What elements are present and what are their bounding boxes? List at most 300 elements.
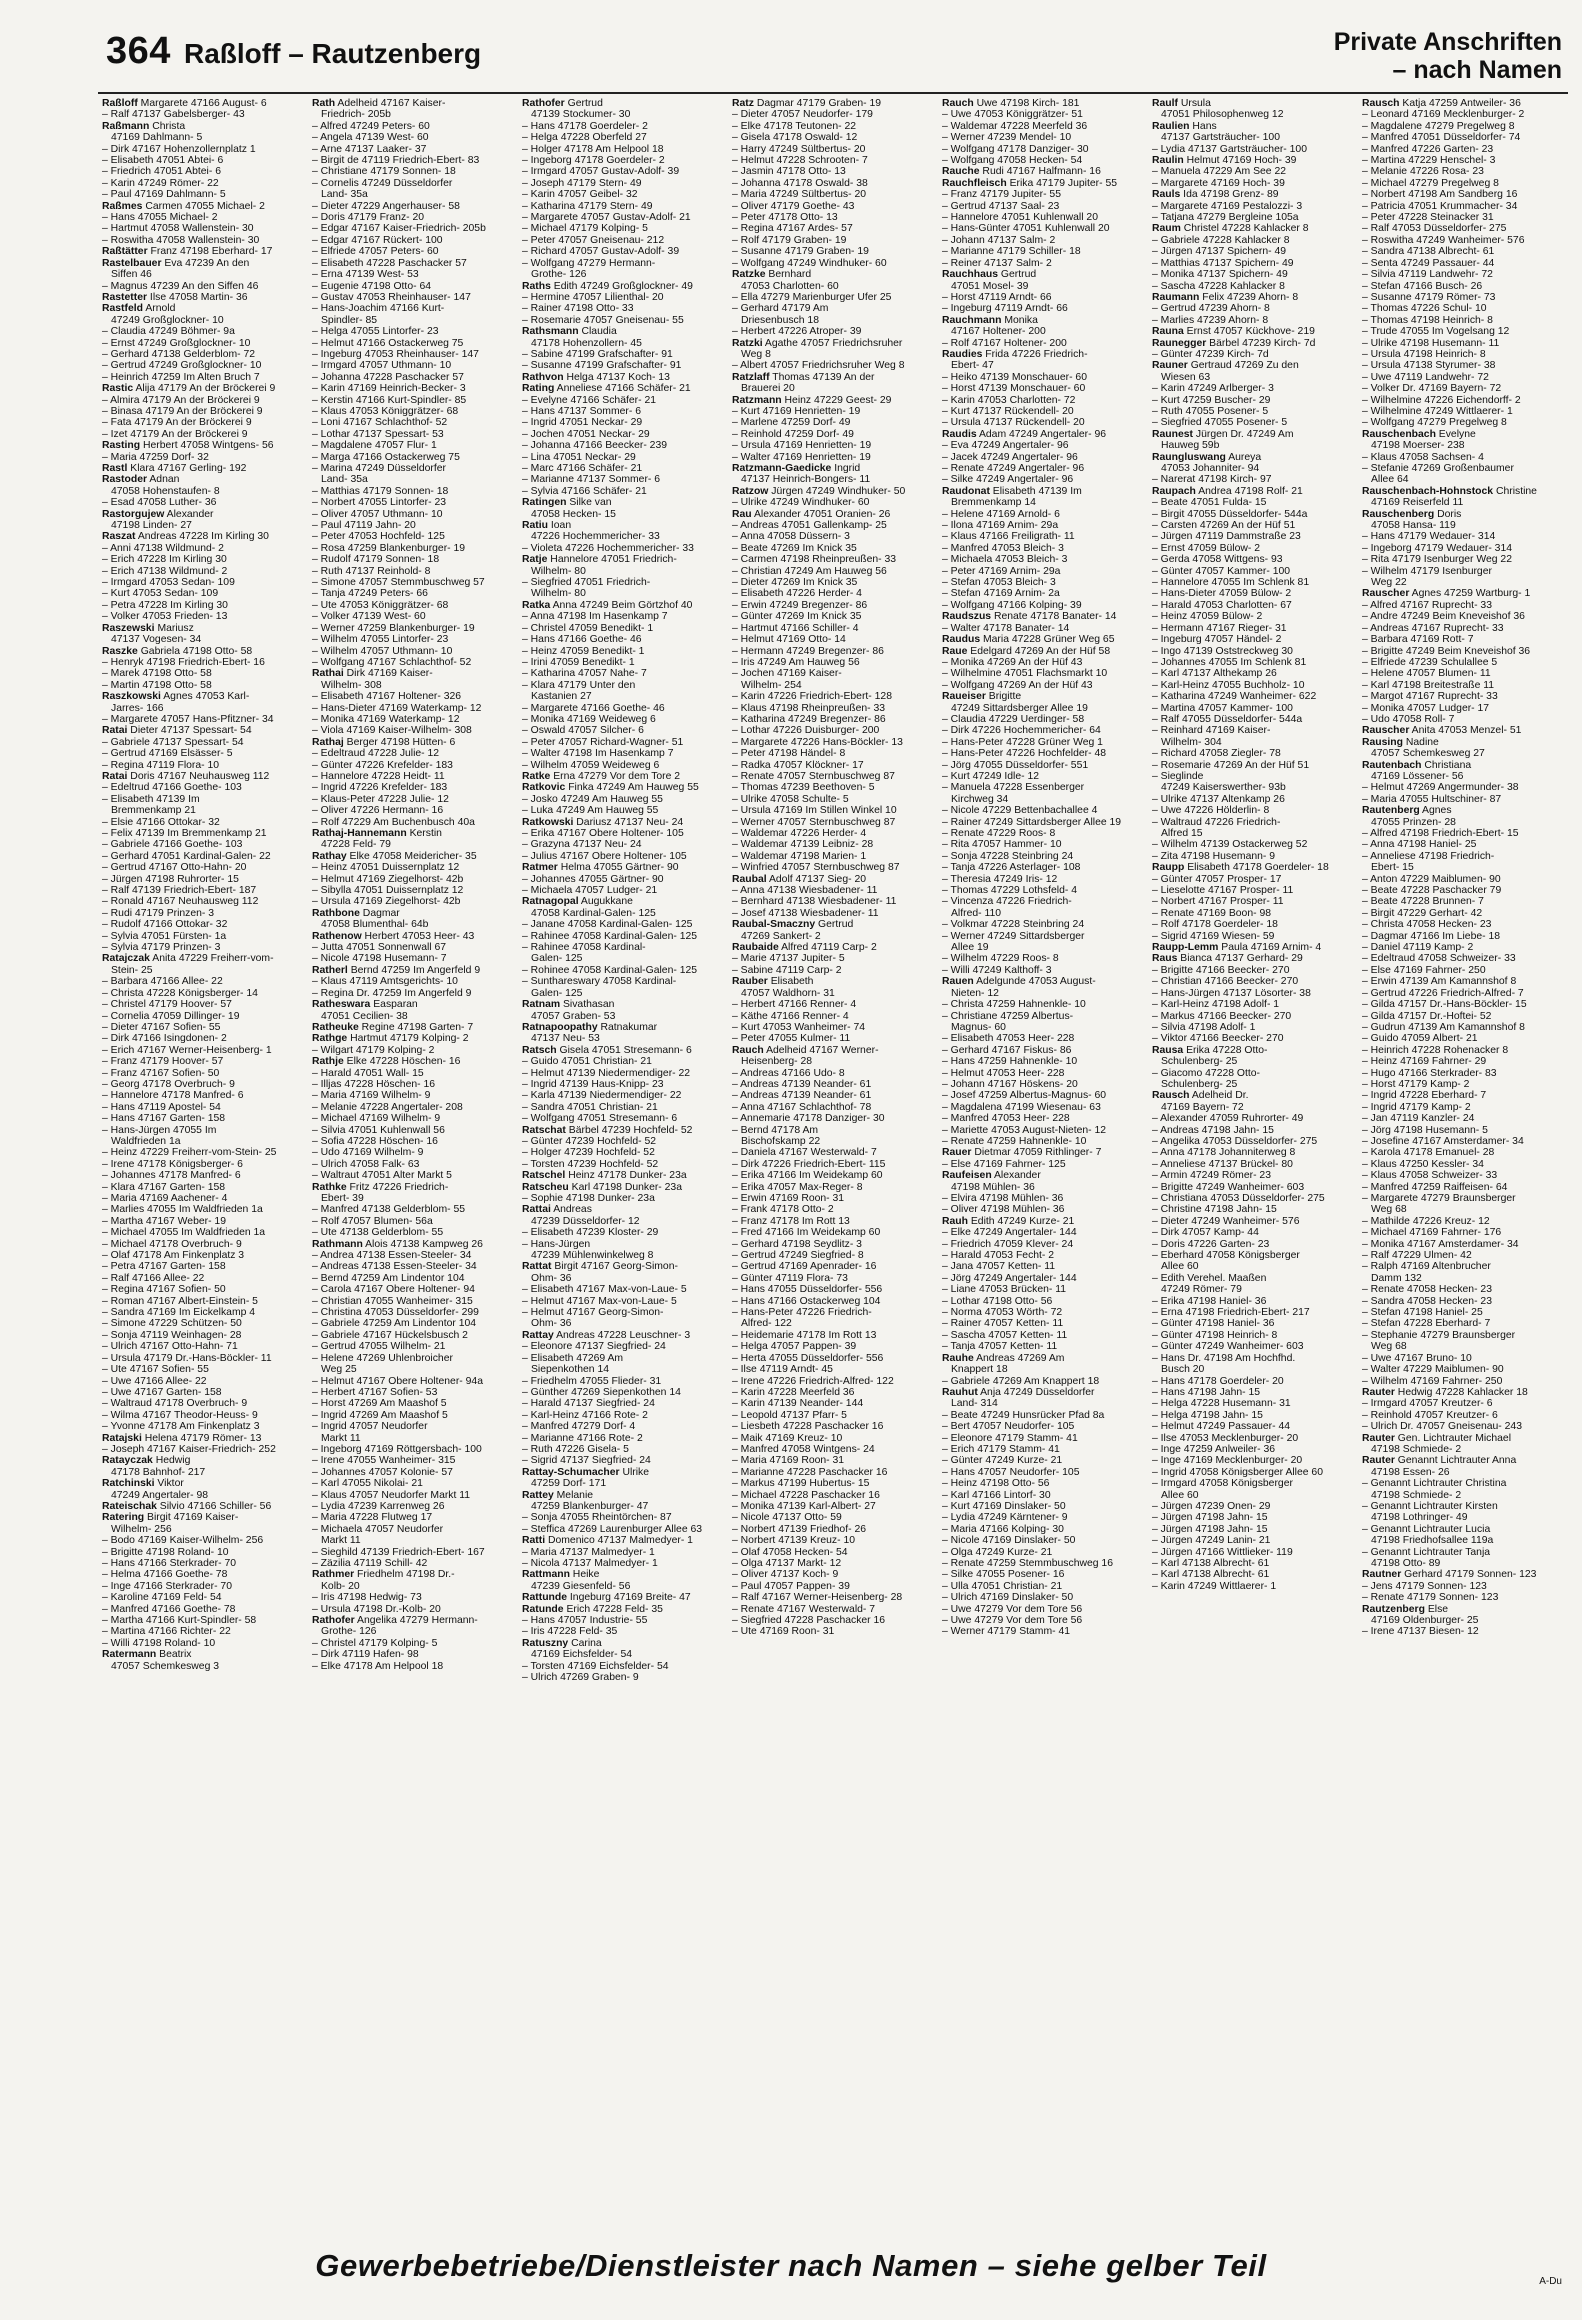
listing-entry: – Norma 47053 Wörth- 72 [942, 1307, 1063, 1319]
listing-entry: 47198 Schmiede- 2 [1371, 1443, 1462, 1455]
listing-entry: – Günter 47269 Im Knick 35 [732, 611, 862, 623]
listing-entry: – Arne 47137 Laaker- 37 [312, 143, 427, 155]
listing-entry: – Carola 47167 Obere Holtener- 94 [312, 1284, 475, 1296]
listing-entry: – Torsten 47169 Eichsfelder- 54 [522, 1660, 669, 1672]
listing-entry: – Doris 47179 Franz- 20 [312, 212, 425, 224]
listing-entry: – Thomas 47229 Lothsfeld- 4 [942, 885, 1077, 897]
name-range: Raßloff – Rautzenberg [184, 38, 482, 69]
listing-entry: – Erwin 47139 Am Kamannshof 8 [1362, 976, 1517, 988]
listing-entry: – Ralf 47229 Ulmen- 42 [1362, 1250, 1472, 1262]
listing-entry: – Josko 47249 Am Hauweg 55 [522, 793, 663, 805]
listing-entry: Wilhelm- 256 [111, 1523, 172, 1535]
listing-entry: Ratai Dieter 47137 Spessart- 54 [102, 725, 252, 737]
listing-entry: Ratuszny Carina [522, 1637, 602, 1649]
listing-entry: Raunest Jürgen Dr. 47249 Am [1152, 428, 1294, 440]
listing-entry: – Karl-Heinz 47055 Buchholz- 10 [1152, 679, 1305, 691]
listing-entry: – Heiko 47139 Monschauer- 60 [942, 371, 1087, 383]
listing-entry: – Margarete 47169 Pestalozzi- 3 [1152, 200, 1303, 212]
listing-entry: Raßmes Carmen 47055 Michael- 2 [102, 200, 265, 212]
listing-entry: – Hermann 47249 Bregenzer- 86 [732, 645, 884, 657]
listing-entry: – Manfred 47138 Gelderblom- 55 [312, 1204, 466, 1216]
listing-entry: Weg 25 [321, 1364, 357, 1376]
listing-entry: – Christel 47179 Kolping- 5 [312, 1637, 438, 1649]
listing-entry: – Nicole 47229 Bettenbachallee 4 [942, 805, 1098, 817]
listing-entry: – Hugo 47166 Sterkrader- 83 [1362, 1067, 1497, 1079]
listing-entry: Ratzke Bernhard [732, 269, 812, 281]
listing-entry: Kastanien 27 [531, 691, 592, 703]
listing-entry: – Wolfgang 47051 Stresemann- 6 [522, 1113, 678, 1125]
listing-entry: – Ralph 47169 Altenbrucher [1362, 1261, 1491, 1273]
listing-entry: – Winfried 47057 Sternbuschweg 87 [732, 862, 900, 874]
listing-entry: – Wilhelm 47169 Fahrner- 250 [1362, 1375, 1503, 1387]
listing-entry: – Brigitte 47249 Wanheimer- 603 [1152, 1181, 1305, 1193]
listing-entry: – Birgit 47229 Gerhart- 42 [1362, 907, 1483, 919]
listing-entry: – Marianne 47137 Sommer- 6 [522, 474, 661, 486]
listing-entry: – Heinz 47059 Benedikt- 1 [522, 645, 645, 657]
listing-entry: Bischofskamp 22 [741, 1135, 821, 1147]
listing-entry: 47051 Cecilien- 38 [321, 1010, 408, 1022]
listing-entry: – Irene 47226 Friedrich-Alfred- 122 [732, 1375, 894, 1387]
listing-entry: – Simone 47057 Stemmbuschweg 57 [312, 577, 485, 589]
listing-entry: – Stefanie 47269 Großenbaumer [1362, 463, 1514, 474]
listing-entry: – Ingrid 47269 Am Maashof 5 [312, 1409, 448, 1421]
listing-entry: – Rolf 47178 Goerdeler- 18 [1152, 919, 1278, 931]
listing-entry: – Harry 47249 Sültbertus- 20 [732, 143, 866, 155]
listing-entry: – Bernhard 47138 Wiesbadener- 11 [732, 896, 897, 908]
listing-entry: – Sonja 47119 Weinhagen- 28 [102, 1329, 242, 1341]
listing-entry: – Gertrud 47249 Großglockner- 10 [102, 360, 262, 372]
listing-entry: – Nicola 47137 Malmedyer- 1 [522, 1558, 658, 1569]
listing-entry: – Horst 47119 Arndt- 66 [942, 291, 1052, 303]
listing-entry: – Hans 47057 Industrie- 55 [522, 1615, 648, 1627]
listing-entry: – Peter 47055 Kulmer- 11 [732, 1033, 851, 1045]
listing-entry: Rasting Herbert 47058 Wintgens- 56 [102, 440, 274, 452]
listing-entry: Raszkowski Agnes 47053 Karl- [102, 691, 250, 703]
listing-entry: Weg 68 [1371, 1341, 1407, 1353]
listing-entry: Ratnam Sivathasan [522, 999, 615, 1011]
listing-entry: – Anna 47198 Haniel- 25 [1362, 839, 1477, 851]
listing-entry: Raudonat Elisabeth 47139 Im [942, 485, 1082, 497]
listing-entry: – Lina 47051 Neckar- 29 [522, 451, 636, 463]
listing-entry: – Inge 47169 Mecklenburger- 20 [1152, 1455, 1303, 1467]
listing-entry: – Josefine 47167 Amsterdamer- 34 [1362, 1135, 1524, 1147]
listing-entry: Nieten- 12 [951, 987, 999, 999]
listing-entry: Raudies Frida 47226 Friedrich- [942, 348, 1088, 360]
listing-entry: Rauh Edith 47249 Kurze- 21 [942, 1215, 1075, 1227]
listing-entry: Rating Anneliese 47166 Schäfer- 21 [522, 383, 691, 395]
listing-entry: – Hartmut 47058 Wallenstein- 30 [102, 223, 254, 235]
listing-entry: Raue Edelgard 47269 An der Hüf 58 [942, 645, 1111, 657]
listing-entry: – Karin 47249 Römer- 22 [102, 177, 219, 189]
listing-entry: Weg 68 [1371, 1204, 1407, 1216]
listing-entry: – Monika 47169 Weideweg 6 [522, 713, 656, 725]
listing-entry: Ratchinski Viktor [102, 1478, 184, 1490]
listing-entry: – Beate 47249 Hunsrücker Pfad 8a [942, 1409, 1105, 1421]
listing-entry: – Sandra 47051 Christian- 21 [522, 1101, 658, 1113]
listing-entry: – Wolfgang 47058 Hecken- 54 [942, 155, 1083, 167]
listing-entry: – Klaus 47198 Rheinpreußen- 33 [732, 702, 886, 714]
listing-entry: – Magnus 47239 An den Siffen 46 [102, 280, 259, 292]
listing-entry: – Fred 47166 Im Weidekamp 60 [732, 1227, 881, 1239]
listing-entry: – Barbara 47169 Rott- 7 [1362, 634, 1474, 646]
listing-entry: Rathsmann Claudia [522, 326, 617, 338]
listing-entry: Ebert- 47 [951, 360, 994, 372]
listing-entry: – Elisabeth 47269 Am [522, 1352, 624, 1364]
listing-entry: – Klaus 47053 Königgrätzer- 68 [312, 405, 459, 417]
listing-entry: – Beate 47051 Fulda- 15 [1152, 497, 1267, 509]
listing-entry: Rauchmann Monika [942, 314, 1038, 326]
listing-entry: 47198 Essen- 26 [1371, 1466, 1450, 1478]
listing-entry: – Susanne 47179 Römer- 73 [1362, 291, 1496, 303]
listing-entry: – Wolfgang 47178 Danziger- 30 [942, 143, 1089, 155]
listing-entry: – Herbert 47166 Renner- 4 [732, 999, 857, 1011]
listing-entry: – Julius 47167 Obere Holtener- 105 [522, 850, 687, 862]
listing-entry: – Karin 47053 Charlotten- 72 [942, 394, 1076, 406]
listing-entry: – Ursula 47169 Henrietten- 19 [732, 440, 872, 452]
listing-entry: – Oliver 47137 Koch- 9 [732, 1569, 839, 1581]
listing-entry: Ratering Birgit 47169 Kaiser- [102, 1512, 239, 1524]
listing-entry: – Ingrid 47179 Kamp- 2 [1362, 1101, 1471, 1113]
listing-entry: – Radka 47057 Klöckner- 17 [732, 759, 864, 771]
listing-entry: – Wolfgang 47279 Hermann- [522, 257, 656, 269]
listing-entry: Rauschenbach-Hohnstock Christine [1362, 485, 1537, 497]
listing-entry: – Marianne 47166 Rote- 2 [522, 1432, 643, 1444]
listing-entry: – Siegfried 47228 Paschacker 16 [732, 1615, 886, 1627]
listing-entry: – Marc 47166 Schäfer- 21 [522, 463, 643, 474]
listing-entry: – Anton 47229 Maiblumen- 90 [1362, 873, 1501, 885]
listing-entry: – Rita 47179 Isenburger Weg 22 [1362, 554, 1512, 566]
listing-entry: – Marianne 47179 Schiller- 18 [942, 246, 1081, 258]
listing-entry: – Hans-Peter 47228 Grüner Weg 1 [942, 736, 1103, 748]
listing-entry: – Udo 47058 Roll- 7 [1362, 713, 1455, 725]
listing-entry: – Gertrud 47055 Wilhelm- 21 [312, 1341, 446, 1353]
listing-entry: – Andreas 47138 Essen-Steeler- 34 [312, 1261, 477, 1273]
listing-entry: – Franz 47179 Jupiter- 55 [942, 189, 1061, 201]
listing-entry: – Viktor 47166 Beecker- 270 [1152, 1033, 1284, 1045]
listing-entry: – Eugenie 47198 Otto- 64 [312, 280, 432, 292]
listing-entry: – Margot 47167 Ruprecht- 33 [1362, 691, 1498, 703]
listing-entry: – Angela 47139 West- 60 [312, 132, 429, 144]
listing-entry: – Dirk 47119 Hafen- 98 [312, 1649, 419, 1661]
listing-entry: – Claudia 47229 Uerdinger- 58 [942, 713, 1085, 725]
listing-entry: Ratunde Erich 47228 Feld- 35 [522, 1603, 663, 1615]
listing-entry: – Hans 47055 Michael- 2 [102, 212, 218, 224]
listing-entry: – Eva 47249 Angertaler- 96 [942, 440, 1069, 452]
listing-entry: – Erich 47167 Werner-Heisenberg- 1 [102, 1044, 272, 1056]
listing-entry: – Sigrid 47137 Siegfried- 24 [522, 1455, 651, 1467]
listing-entry: 47249 Kaiserswerther- 93b [1161, 782, 1286, 794]
listing-entry: – Margarete 47279 Braunsberger [1362, 1193, 1516, 1204]
listing-entry: – Franz 47179 Hoover- 57 [102, 1056, 224, 1068]
listing-entry: 47198 Moerser- 238 [1371, 440, 1465, 452]
listing-entry: – Maria 47169 Aachener- 4 [102, 1193, 228, 1204]
listing-entry: – Margarete 47166 Goethe- 46 [522, 702, 665, 714]
listing-entry: – Irmgard 47058 Königsberger [1152, 1478, 1293, 1490]
listing-entry: – Markus 47166 Beecker- 270 [1152, 1010, 1292, 1022]
listing-entry: – Daniel 47119 Kamp- 2 [1362, 942, 1474, 954]
listing-entry: – Ella 47279 Marienburger Ufer 25 [732, 291, 892, 303]
listing-entry: – Harald 47053 Fecht- 2 [942, 1250, 1055, 1262]
listing-entry: – Hans-Peter 47226 Hochfelder- 48 [942, 748, 1107, 760]
listing-entry: – Uwe 47166 Allee- 22 [102, 1375, 207, 1387]
listing-entry: – Tanja 47057 Ketten- 11 [942, 1341, 1058, 1353]
listing-entry: Rathbone Dagmar [312, 907, 400, 919]
listing-entry: – Werner 47249 Sittardsberger [942, 930, 1085, 942]
listing-entry: – Irini 47059 Benedikt- 1 [522, 656, 635, 668]
listing-entry: – Steffica 47269 Laurenburger Allee 63 [522, 1523, 703, 1535]
listing-entry: – Gertrud 47169 Apenrader- 16 [732, 1261, 877, 1273]
listing-entry: – Ulrich 47167 Otto-Hahn- 71 [102, 1341, 238, 1353]
listing-entry: – Edgar 47167 Kaiser-Friedrich- 205b [312, 223, 486, 235]
listing-entry: Ohm- 36 [531, 1318, 572, 1330]
listing-entry: Rautenbach Christiana [1362, 759, 1472, 771]
listing-entry: – Margarete 47057 Hans-Pfitzner- 34 [102, 713, 274, 725]
listing-entry: – Paul 47169 Dahlmann- 5 [102, 189, 226, 201]
listing-entry: – Helmut 47269 Angermunder- 38 [1362, 782, 1519, 794]
listing-entry: Bremmenkamp 21 [111, 805, 196, 817]
listing-entry: 47239 Mühlenwinkelweg 8 [531, 1250, 654, 1262]
listing-entry: – Bodo 47169 Kaiser-Wilhelm- 256 [102, 1535, 264, 1547]
listing-entry: Grothe- 126 [321, 1626, 377, 1638]
listing-entry: – Martina 47229 Henschel- 3 [1362, 155, 1496, 167]
listing-entry: – Rolf 47179 Graben- 19 [732, 234, 847, 246]
listing-entry: – Sabine 47199 Grafschafter- 91 [522, 348, 673, 360]
listing-entry: – Almira 47179 An der Bröckerei 9 [102, 394, 260, 406]
listing-entry: – Ralf 47137 Gabelsberger- 43 [102, 109, 245, 121]
listing-entry: 47169 Bayern- 72 [1161, 1101, 1244, 1113]
listing-entry: 47198 Friedhofsallee 119a [1371, 1535, 1494, 1547]
listing-entry: – Gisela 47178 Oswald- 12 [732, 132, 858, 144]
listing-entry: – Gerhard 47051 Kardinal-Galen- 22 [102, 850, 271, 862]
listing-entry: – Harald 47053 Charlotten- 67 [1152, 599, 1292, 611]
listing-entry: – Helga 47057 Pappen- 39 [732, 1341, 857, 1353]
listing-entry: – Michael 47055 Im Waldfrieden 1a [102, 1227, 266, 1239]
listing-entry: – Wilhelmine 47249 Wittlaerer- 1 [1362, 405, 1513, 417]
listing-entry: Raueiser Brigitte [942, 691, 1022, 703]
listing-entry: Rauche Rudi 47167 Halfmann- 16 [942, 166, 1101, 178]
listing-entry: 47057 Schemkesweg 3 [111, 1660, 220, 1672]
listing-entry: – Margarete 47169 Hoch- 39 [1152, 177, 1285, 189]
listing-entry: Raubal Adolf 47137 Sieg- 20 [732, 873, 867, 885]
listing-entry: – Renate 47058 Hecken- 23 [1362, 1284, 1492, 1296]
listing-entry: – Hans 47178 Goerdeler- 20 [1152, 1375, 1284, 1387]
listing-entry: – Dieter 47249 Wanheimer- 576 [1152, 1215, 1300, 1227]
listing-entry: – Irene 47137 Biesen- 12 [1362, 1626, 1479, 1638]
listing-entry: – Willi 47249 Kalthoff- 3 [942, 964, 1052, 976]
listing-entry: – Illjas 47228 Höschen- 16 [312, 1078, 436, 1090]
listing-entry: – Erika 47198 Haniel- 36 [1152, 1295, 1267, 1307]
listing-entry: Rausch Katja 47259 Antweiler- 36 [1362, 98, 1521, 109]
listing-entry: – Gertrud 47167 Otto-Hahn- 20 [102, 862, 247, 874]
listing-entry: 47249 Großglockner- 10 [111, 314, 224, 326]
listing-entry: – Angelika 47053 Düsseldorfer- 275 [1152, 1135, 1318, 1147]
listing-entry: – Irmgard 47057 Uthmann- 10 [312, 360, 452, 372]
listing-entry: – Waltraud 47178 Overbruch- 9 [102, 1398, 248, 1410]
listing-entry: – Michael 47169 Fahrner- 176 [1362, 1227, 1502, 1239]
listing-entry: – Waltraud 47226 Friedrich- [1152, 816, 1281, 828]
listing-entry: – Patricia 47051 Krummacher- 34 [1362, 200, 1518, 212]
listing-entry: Rastorgujew Alexander [102, 508, 214, 520]
listing-entry: – Regina 47167 Sofien- 50 [102, 1284, 226, 1296]
listing-entry: – Richard 47058 Ziegler- 78 [1152, 748, 1281, 760]
listing-entry: – Ingrid 47139 Haus-Knipp- 23 [522, 1078, 664, 1090]
listing-entry: – Klaus 47057 Neudorfer Markt 11 [312, 1489, 471, 1501]
listing-entry: – Mariette 47053 August-Nieten- 12 [942, 1124, 1107, 1136]
listing-entry: – Jörg 47198 Husemann- 5 [1362, 1124, 1488, 1136]
listing-entry: – Kurt 47053 Wanheimer- 74 [732, 1021, 866, 1033]
listing-entry: – Jörg 47055 Düsseldorfer- 551 [942, 759, 1089, 771]
listing-entry: Ohm- 36 [531, 1272, 572, 1284]
listing-entry: – Oliver 47198 Mühlen- 36 [942, 1204, 1065, 1216]
listing-entry: – Johannes 47178 Manfred- 6 [102, 1170, 241, 1182]
listing-entry: – Kurt 47249 Idle- 12 [942, 770, 1040, 782]
listing-entry: – Silke 47055 Posener- 16 [942, 1569, 1065, 1581]
listing-entry: – Irmgard 47053 Sedan- 109 [102, 577, 235, 589]
listing-entry: – Ilona 47169 Arnim- 29a [942, 520, 1059, 532]
listing-entry: Friedrich- 205b [321, 109, 391, 121]
listing-entry: – Magdalena 47199 Wiesenau- 63 [942, 1101, 1101, 1113]
listing-entry: Wilhelm- 80 [531, 588, 586, 600]
listing-entry: – Hans-Jürgen [522, 1238, 591, 1250]
listing-entry: – Rahinee 47058 Kardinal- [522, 942, 646, 954]
listing-entry: – Elke 47178 Teutonen- 22 [732, 120, 857, 132]
listing-entry: – Karola 47178 Emanuel- 28 [1362, 1147, 1495, 1159]
listing-entry: – Elisabeth 47053 Heer- 228 [942, 1033, 1075, 1045]
listing-entry: – Gerhard 47138 Gelderblom- 72 [102, 348, 256, 360]
listing-entry: – Margarete 47226 Hans-Böckler- 13 [732, 736, 903, 748]
listing-entry: 47058 Blumenthal- 64b [321, 919, 429, 931]
listing-entry: – Klaus 47058 Schweizer- 33 [1362, 1170, 1498, 1182]
listing-entry: – Olaf 47178 Am Finkenplatz 3 [102, 1250, 245, 1262]
listing-entry: 47137 Heinrich-Bongers- 11 [741, 474, 871, 486]
listing-entry: – Gilda 47157 Dr.-Hoftei- 52 [1362, 1010, 1492, 1022]
footer-code: A-Du [1539, 2276, 1562, 2287]
listing-entry: – Helmut 47166 Ostackerweg 75 [312, 337, 464, 349]
listing-entry: – Dieter 47229 Angerhauser- 58 [312, 200, 460, 212]
listing-entry: Rautner Gerhard 47179 Sonnen- 123 [1362, 1569, 1537, 1581]
listing-entry: – Renate 47169 Boon- 98 [1152, 907, 1272, 919]
listing-entry: – Rudolf 47166 Ottokar- 32 [102, 919, 228, 931]
listing-entry: 47198 Schmiede- 2 [1371, 1489, 1462, 1501]
listing-entry: – Petra 47167 Garten- 158 [102, 1261, 226, 1273]
listing-entry: – Peter 47198 Händel- 8 [732, 748, 846, 760]
listing-entry: Ratzlaff Thomas 47139 An der [732, 371, 875, 383]
listing-entry: – Franz 47167 Sofien- 50 [102, 1067, 220, 1079]
listing-entry: – Ilse 47119 Arndt- 45 [732, 1364, 833, 1376]
listing-entry: – Kurt 47169 Henrietten- 19 [732, 405, 861, 417]
listing-entry: – Tatjana 47279 Bergleine 105a [1152, 212, 1299, 224]
listing-entry: – Else 47169 Fahrner- 125 [942, 1158, 1066, 1170]
listing-entry: – Hans 47178 Goerdeler- 2 [522, 120, 648, 132]
listing-entry: – Kurt 47169 Dinslaker- 50 [942, 1500, 1066, 1512]
listing-entry: Raßtätter Franz 47198 Eberhard- 17 [102, 246, 273, 258]
listing-entry: – Thomas 47226 Schul- 10 [1362, 303, 1487, 315]
listing-entry: – Holger 47178 Am Helpool 18 [522, 143, 664, 155]
listing-entry: – Josef 47138 Wiesbadener- 11 [732, 907, 879, 919]
listing-entry: Schulenberg- 25 [1161, 1056, 1238, 1068]
listing-entry: – Helga 47228 Husemann- 31 [1152, 1398, 1291, 1410]
listing-entry: – Christian 47166 Beecker- 270 [1152, 976, 1299, 988]
listing-entry: – Hans 47055 Düsseldorfer- 556 [732, 1284, 883, 1296]
listing-entry: – Elisabeth 47139 Im [102, 793, 200, 805]
listing-entry: 47259 Blankenburger- 47 [531, 1500, 649, 1512]
listing-entry: – Heinz 47169 Fahrner- 29 [1362, 1056, 1487, 1068]
listing-entry: – Karl 47137 Althekamp 26 [1152, 668, 1277, 680]
listing-entry: Raus Bianca 47137 Gerhard- 29 [1152, 953, 1303, 965]
listing-entry: – Gertrud 47239 Ahorn- 8 [1152, 303, 1270, 315]
listing-entry: – Sylvia 47166 Schäfer- 21 [522, 485, 647, 497]
listing-entry: – Renate 47167 Westerwald- 7 [732, 1603, 876, 1615]
listing-entry: – Sieghild 47139 Friedrich-Ebert- 167 [312, 1546, 485, 1558]
listing-entry: – Dirk 47166 Isingdonen- 2 [102, 1033, 227, 1045]
listing-entry: – Alfred 47249 Peters- 60 [312, 120, 430, 132]
listing-entry: – Heinz 47059 Bülow- 2 [1152, 611, 1263, 623]
listing-entry: – Petra 47228 Im Kirling 30 [102, 599, 228, 611]
listing-entry: – Hans 47119 Apostel- 54 [102, 1101, 221, 1113]
listing-entry: – Ingrid 47051 Neckar- 29 [522, 417, 643, 429]
listing-entry: – Michael 47179 Kolping- 5 [522, 223, 648, 235]
listing-entry: – Karoline 47169 Feld- 54 [102, 1592, 222, 1604]
listing-entry: – Hannelore 47178 Manfred- 6 [102, 1090, 244, 1102]
listing-entry: – Michael 47169 Wilhelm- 9 [312, 1113, 441, 1125]
listing-entry: – Sigrid 47169 Wiesen- 59 [1152, 930, 1275, 942]
listing-entry: Ratai Doris 47167 Neuhausweg 112 [102, 770, 270, 782]
listing-entry: – Magdalene 47057 Flur- 1 [312, 440, 437, 452]
listing-entry: – Katharina 47179 Stern- 49 [522, 200, 653, 212]
listing-column [98, 98, 308, 2208]
listing-entry: – Daniela 47167 Westerwald- 7 [732, 1147, 877, 1159]
listing-entry: – Regina 47119 Flora- 10 [102, 759, 220, 771]
listing-entry: – Ralf 47166 Allee- 22 [102, 1272, 205, 1284]
listing-entry: – Kerstin 47166 Kurt-Spindler- 85 [312, 394, 467, 406]
listing-entry: – Tanja 47249 Peters- 66 [312, 588, 428, 600]
listing-entry: – Paul 47119 Jahn- 20 [312, 520, 416, 532]
listing-entry: 47249 Römer- 79 [1161, 1284, 1242, 1296]
listing-entry: – Günter 47198 Haniel- 36 [1152, 1318, 1275, 1330]
listing-entry: Heisenberg- 28 [741, 1056, 813, 1068]
listing-entry: – Karl 47198 Breitestraße 11 [1362, 679, 1495, 691]
listing-entry: – Birgit de 47119 Friedrich-Ebert- 83 [312, 155, 480, 167]
listing-entry: – Waldemar 47228 Meerfeld 36 [942, 120, 1088, 132]
listing-entry: Raupp Elisabeth 47178 Goerdeler- 18 [1152, 862, 1329, 874]
listing-entry: – Anna 47198 Im Hasenkamp 7 [522, 611, 668, 623]
listing-entry: – Martin 47198 Otto- 58 [102, 679, 212, 691]
listing-entry: – Johanna 47228 Paschacker 57 [312, 371, 464, 383]
listing-entry: – Wilma 47167 Theodor-Heuss- 9 [102, 1409, 258, 1421]
listing-entry: – Beate 47228 Brunnen- 7 [1362, 896, 1484, 908]
listing-entry: – Ulrich 47058 Falk- 63 [312, 1158, 420, 1170]
listing-entry: – Sascha 47057 Ketten- 11 [942, 1329, 1068, 1341]
listing-entry: – Torsten 47239 Hochfeld- 52 [522, 1158, 659, 1170]
listing-entry: Raßloff Margarete 47166 August- 6 [102, 98, 267, 109]
listing-entry: Ratzow Jürgen 47249 Windhuker- 50 [732, 485, 906, 497]
listing-entry: – Andreas 47139 Neander- 61 [732, 1090, 872, 1102]
listing-entry: – Helene 47057 Blumen- 11 [1362, 668, 1491, 680]
listing-entry: Raum Christel 47228 Kahlacker 8 [1152, 223, 1309, 235]
listing-entry: – Uwe 47167 Bruno- 10 [1362, 1352, 1472, 1364]
listing-entry: Kirchweg 34 [951, 793, 1009, 805]
listing-entry: – Lothar 47198 Otto- 56 [942, 1295, 1053, 1307]
page-header [98, 22, 1568, 92]
listing-entry: Allee 19 [951, 942, 989, 954]
listing-entry: – Edeltraud 47228 Julie- 12 [312, 748, 440, 760]
listing-entry: 47058 Hecken- 15 [531, 508, 616, 520]
listing-entry: – Renate 47259 Hahnenkle- 10 [942, 1135, 1087, 1147]
listing-entry: 47051 Philosophenweg 12 [1161, 109, 1284, 121]
listing-entry: – Monika 47139 Karl-Albert- 27 [732, 1500, 876, 1512]
listing-entry: – Dirk 47226 Hochemmericher- 64 [942, 725, 1101, 737]
listing-entry: – Erna 47139 West- 53 [312, 269, 419, 281]
